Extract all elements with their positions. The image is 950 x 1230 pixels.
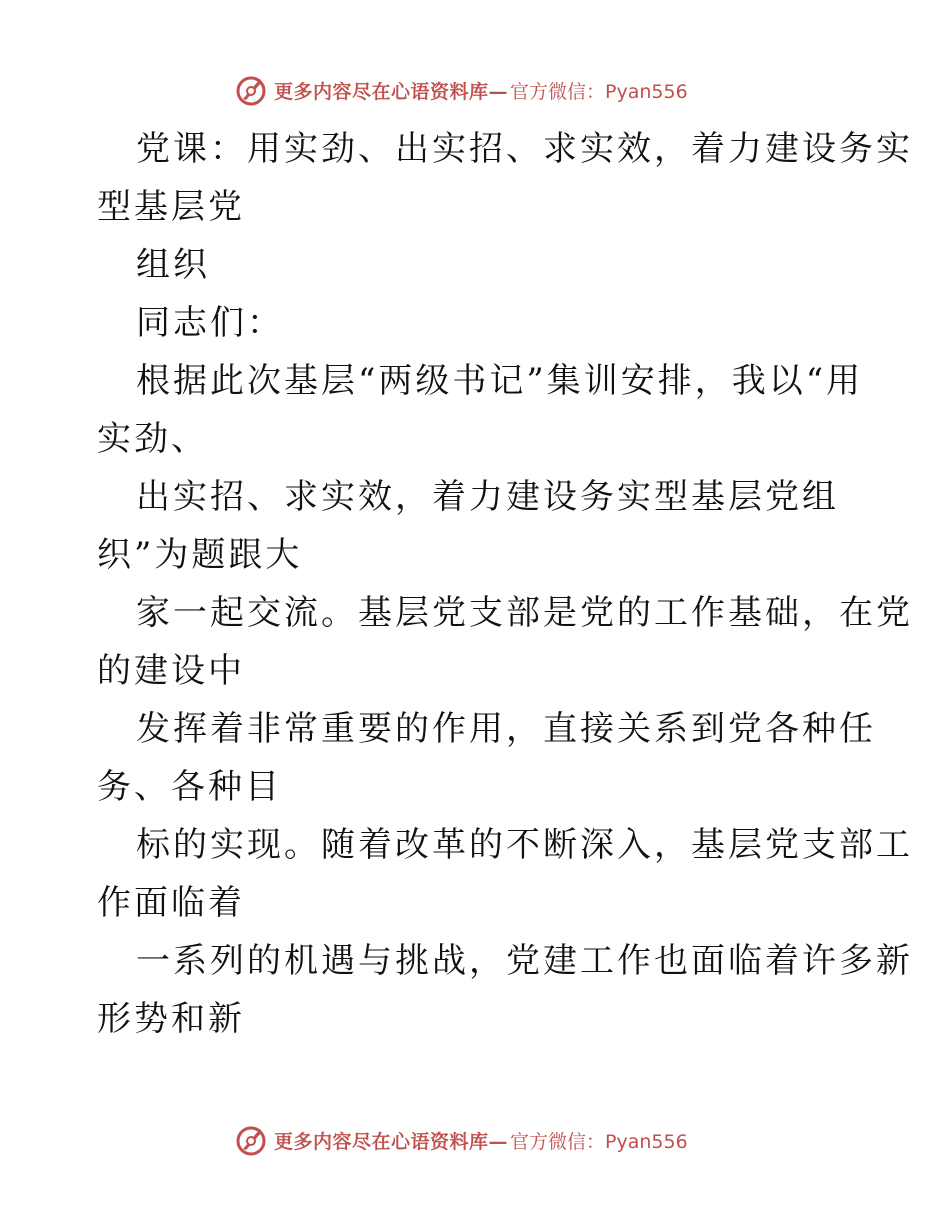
body-line: 型基层党: [97, 187, 245, 227]
body-line: 一系列的机遇与挑战，党建工作也面临着许多新: [136, 941, 913, 981]
body-line: 务、各种目: [97, 767, 282, 807]
banner-text: 更多内容尽在心语资料库—: [274, 1130, 509, 1153]
body-line: 根据此次基层“两级书记”集训安排，我以“用: [136, 361, 864, 401]
body-line: 党课：用实劲、出实招、求实效，着力建设务实: [136, 129, 913, 169]
body-line: 家一起交流。基层党支部是党的工作基础，在党: [136, 593, 913, 633]
banner-text: 更多内容尽在心语资料库—: [274, 80, 509, 103]
body-line: 发挥着非常重要的作用，直接关系到党各种任: [136, 709, 876, 749]
banner-wechat: 官方微信：Pyan556: [510, 80, 688, 103]
body-line: 组织: [136, 245, 210, 285]
body-line: 实劲、: [97, 419, 208, 459]
body-line: 形势和新: [97, 999, 245, 1039]
quill-logo-icon: [234, 1123, 268, 1157]
body-line: 织”为题跟大: [97, 535, 303, 575]
header-banner: [234, 70, 688, 110]
body-line: 出实招、求实效，着力建设务实型基层党组: [136, 477, 839, 517]
body-line: 同志们：: [136, 303, 284, 343]
body-line: 标的实现。随着改革的不断深入，基层党支部工: [136, 825, 913, 865]
quill-logo-icon: [234, 73, 268, 107]
body-line: 的建设中: [97, 651, 245, 691]
banner-wechat: 官方微信：Pyan556: [510, 1130, 688, 1153]
body-line: 作面临着: [97, 883, 245, 923]
footer-banner: [234, 1120, 688, 1160]
